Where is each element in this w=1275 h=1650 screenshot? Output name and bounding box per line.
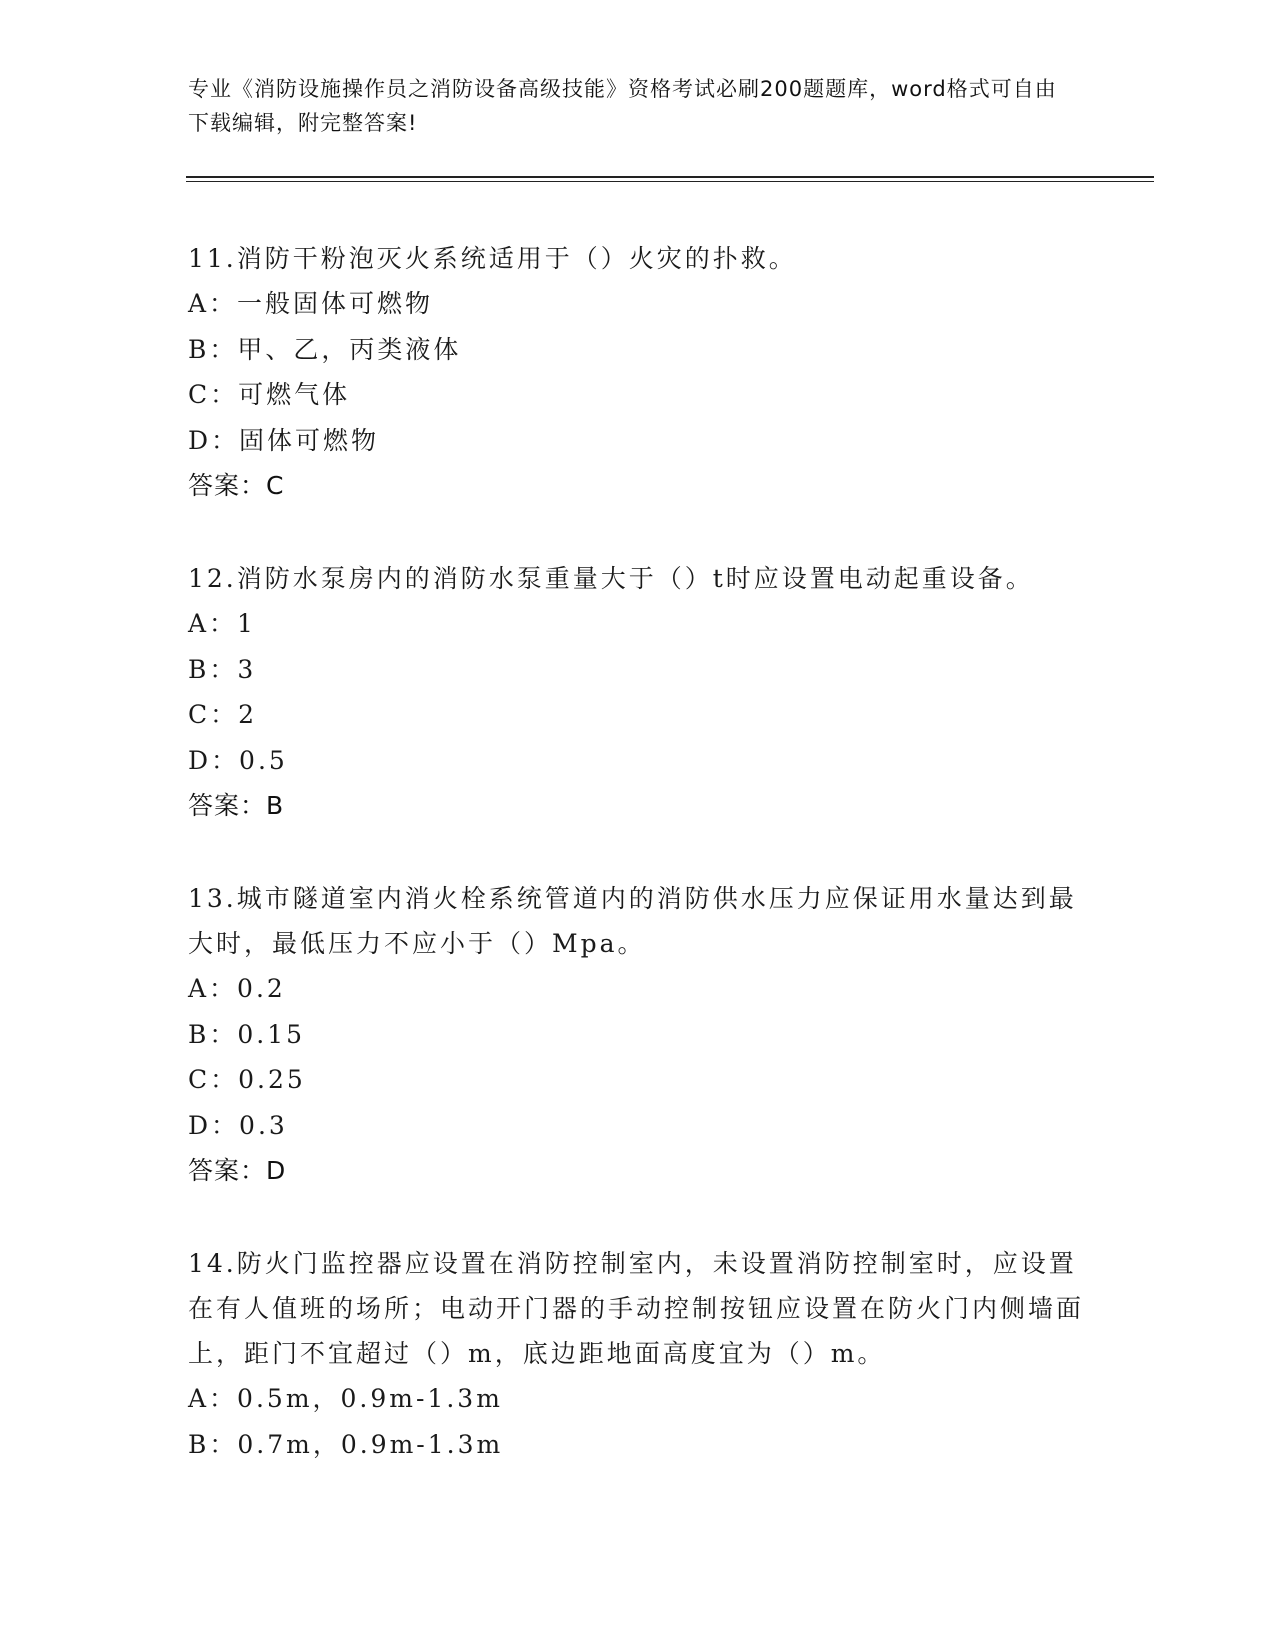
option-b: B：3 <box>188 654 257 684</box>
option-c: C：0.25 <box>188 1065 306 1094</box>
answer: 答案：D <box>188 1156 287 1185</box>
option-d: D：固体可燃物 <box>188 425 380 455</box>
document-header: 专业《消防设施操作员之消防设备高级技能》资格考试必刷200题题库，word格式可自由下载编辑，附完整答案! <box>188 77 1057 135</box>
question-stem: 11.消防干粉泡灭火系统适用于（）火灾的扑救。 <box>188 244 797 273</box>
header-rule-thick <box>186 176 1154 178</box>
answer: 答案：B <box>188 791 285 820</box>
option-a: A：一般固体可燃物 <box>188 289 434 318</box>
option-c: C：2 <box>188 700 258 729</box>
option-b: B：0.15 <box>188 1019 306 1049</box>
option-d: D：0.3 <box>188 1110 288 1140</box>
option-b: B：0.7m，0.9m-1.3m <box>188 1429 504 1459</box>
question-stem: 13.城市隧道室内消火栓系统管道内的消防供水压力应保证用水量达到最大时，最低压力不应小于（）Mpa。 <box>188 884 1077 958</box>
option-a: A：0.5m，0.9m-1.3m <box>188 1384 503 1413</box>
question-stem: 14.防火门监控器应设置在消防控制室内，未设置消防控制室时，应设置在有人值班的场所；电动开门器的手动控制按钮应设置在防火门内侧墙面上，距门不宜超过（）m，底边距地面高度宜为（）m。 <box>188 1249 1085 1368</box>
option-a: A：0.2 <box>188 974 286 1003</box>
option-c: C：可燃气体 <box>188 380 351 409</box>
question-14 <box>188 1241 1088 1467</box>
question-list <box>188 236 1088 1515</box>
option-b: B：甲、乙，丙类液体 <box>188 334 462 364</box>
question-12 <box>188 556 1088 828</box>
question-11 <box>188 236 1088 508</box>
header-rule-thin <box>186 181 1154 182</box>
question-stem: 12.消防水泵房内的消防水泵重量大于（）t时应设置电动起重设备。 <box>188 564 1034 593</box>
option-d: D：0.5 <box>188 745 288 775</box>
option-a: A：1 <box>188 609 256 638</box>
answer: 答案：C <box>188 471 285 500</box>
question-13 <box>188 876 1088 1193</box>
